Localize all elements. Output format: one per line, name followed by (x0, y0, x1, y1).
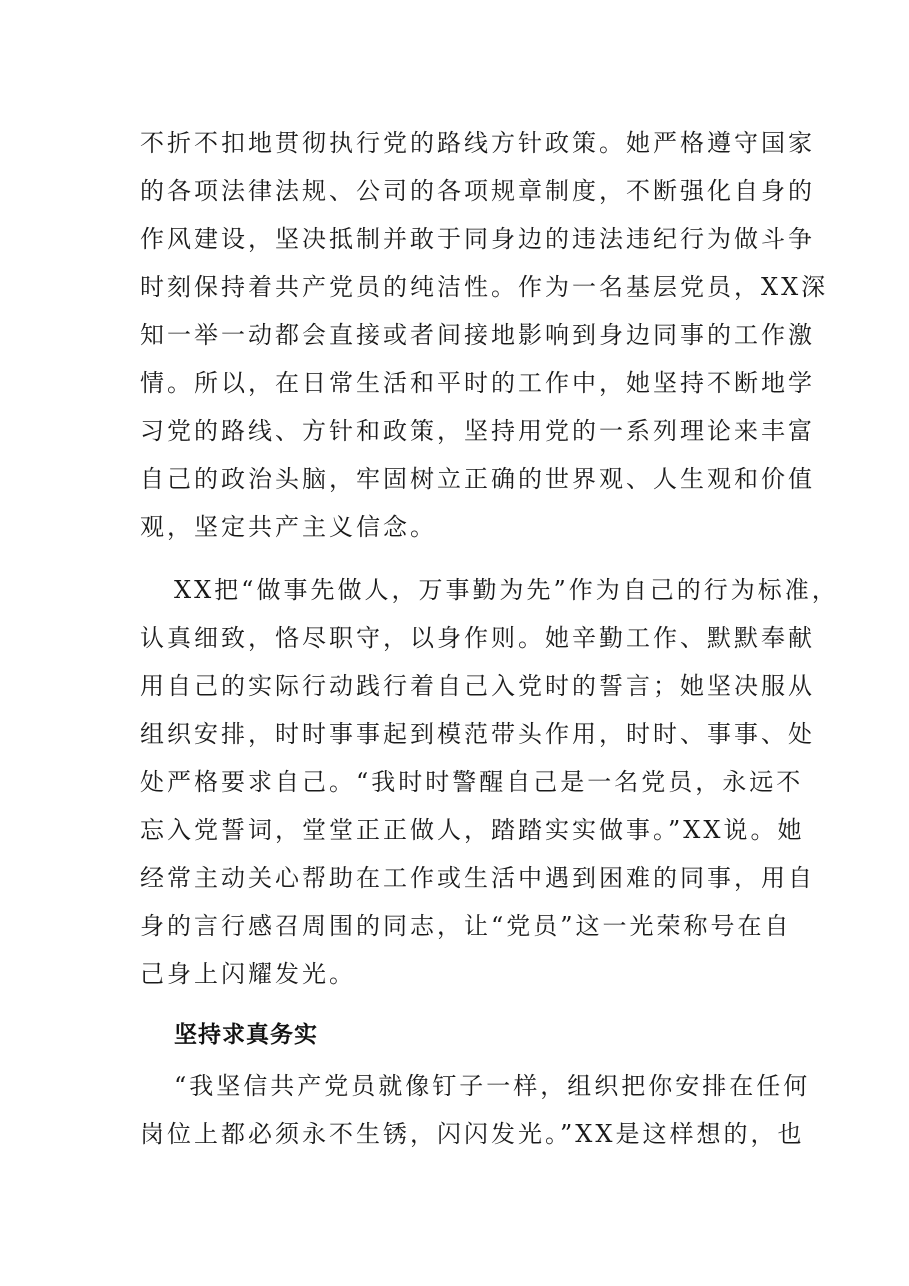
text-line: 岗位上都必须永不生锈，闪闪发光。”XX是这样想的，也 (140, 1120, 805, 1148)
text-line: “我坚信共产党员就像钉子一样，组织把你安排在任何 (174, 1072, 811, 1100)
text-line: 习党的路线、方针和政策，坚持用党的一系列理论来丰富 (140, 417, 815, 445)
text-line: 忘入党誓词，堂堂正正做人，踏踏实实做事。”XX说。她 (140, 816, 805, 844)
text-line: 组织安排，时时事事起到模范带头作用，时时、事事、处 (140, 720, 815, 748)
text-line: 作风建设，坚决抵制并敢于同身边的违法违纪行为做斗争 (140, 225, 815, 253)
text-line: 用自己的实际行动践行着自己入党时的誓言；她坚决服从 (140, 672, 815, 700)
text-line: 处严格要求自己。“我时时警醒自己是一名党员，永远不 (140, 768, 804, 796)
text-line: 的各项法律法规、公司的各项规章制度，不断强化自身的 (140, 177, 815, 205)
text-line: 时刻保持着共产党员的纯洁性。作为一名基层党员，XX深 (140, 273, 829, 301)
text-line: 己身上闪耀发光。 (140, 960, 356, 988)
text-line: 观，坚定共产主义信念。 (140, 513, 437, 541)
text-line: 不折不扣地贯彻执行党的路线方针政策。她严格遵守国家 (140, 129, 815, 157)
text-line: 身的言行感召周围的同志，让“党员”这一光荣称号在自 (140, 912, 792, 940)
text-line: 经常主动关心帮助在工作或生活中遇到困难的同事，用自 (140, 864, 815, 892)
text-line: 知一举一动都会直接或者间接地影响到身边同事的工作激 (140, 321, 815, 349)
text-line: XX把“做事先做人，万事勤为先”作为自己的行为标准， (174, 576, 839, 604)
text-line: 情。所以，在日常生活和平时的工作中，她坚持不断地学 (140, 369, 815, 397)
section-heading: 坚持求真务实 (174, 1022, 318, 1048)
text-line: 认真细致，恪尽职守，以身作则。她辛勤工作、默默奉献 (140, 624, 815, 652)
text-line: 自己的政治头脑，牢固树立正确的世界观、人生观和价值 (140, 465, 815, 493)
